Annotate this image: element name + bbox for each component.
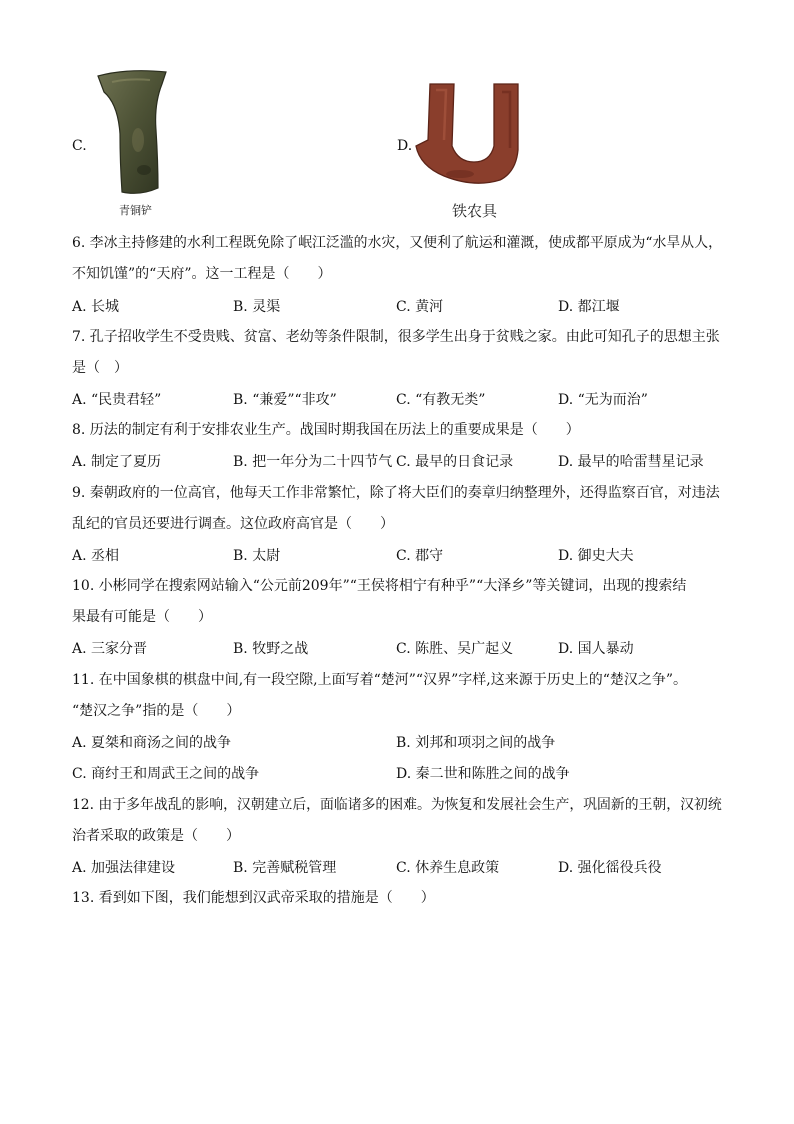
- question-11-option-a[interactable]: A. 夏桀和商汤之间的战争: [72, 735, 232, 751]
- question-7-option-a[interactable]: A. “民贵君轻”: [72, 392, 162, 408]
- question-8-line-1: 8. 历法的制定有利于安排农业生产。战国时期我国在历法上的重要成果是（ ）: [72, 422, 580, 438]
- option-d-label: D.: [397, 138, 413, 154]
- question-7-line-2: 是（ ）: [72, 360, 128, 376]
- question-10-option-d[interactable]: D. 国人暴动: [558, 641, 634, 657]
- question-9-option-d[interactable]: D. 御史大夫: [558, 548, 634, 564]
- question-9-line-2: 乱纪的官员还要进行调查。这位政府高官是（ ）: [72, 516, 394, 532]
- question-10-option-b[interactable]: B. 牧野之战: [233, 641, 309, 657]
- question-6-line-2: 不知饥馑”的“天府”。这一工程是（ ）: [72, 266, 332, 282]
- question-9-line-1: 9. 秦朝政府的一位高官，他每天工作非常繁忙，除了将大臣们的奏章归纳整理外，还得监察百官，对违法: [72, 485, 720, 501]
- question-10-option-c[interactable]: C. 陈胜、吴广起义: [396, 641, 514, 657]
- question-10-line-1: 10. 小彬同学在搜索网站输入“公元前209年”“王侯将相宁有种乎”“大泽乡”等关键词，出现的搜索结: [72, 578, 687, 594]
- option-c-caption: 青铜铲: [119, 204, 152, 217]
- question-7-option-b[interactable]: B. “兼爱”“非攻”: [233, 392, 337, 408]
- question-8-option-b[interactable]: B. 把一年分为二十四节气: [233, 454, 393, 470]
- question-12-option-d[interactable]: D. 强化徭役兵役: [558, 860, 662, 876]
- option-c-label: C.: [72, 138, 87, 154]
- question-8-option-c[interactable]: C. 最早的日食记录: [396, 454, 514, 470]
- question-7-option-c[interactable]: C. “有教无类”: [396, 392, 486, 408]
- question-7-option-d[interactable]: D. “无为而治”: [558, 392, 648, 408]
- question-12-option-a[interactable]: A. 加强法律建设: [72, 860, 176, 876]
- question-13-line-1: 13. 看到如下图，我们能想到汉武帝采取的措施是（ ）: [72, 890, 435, 906]
- iron-farm-tool-image: [414, 80, 532, 190]
- question-8-option-a[interactable]: A. 制定了夏历: [72, 454, 162, 470]
- question-10-line-2: 果最有可能是（ ）: [72, 609, 212, 625]
- question-9-option-c[interactable]: C. 郡守: [396, 548, 444, 564]
- question-12-line-2: 治者采取的政策是（ ）: [72, 828, 240, 844]
- question-8-option-d[interactable]: D. 最早的哈雷彗星记录: [558, 454, 704, 470]
- question-11-option-c[interactable]: C. 商纣王和周武王之间的战争: [72, 766, 260, 782]
- option-d-caption: 铁农具: [452, 202, 498, 220]
- question-6-option-b[interactable]: B. 灵渠: [233, 299, 281, 315]
- question-11-option-b[interactable]: B. 刘邦和项羽之间的战争: [396, 735, 556, 751]
- question-11-line-1: 11. 在中国象棋的棋盘中间,有一段空隙,上面写着“楚河”“汉界”字样,这来源于历史上的“楚汉之争”。: [72, 672, 688, 688]
- question-11-line-2: “楚汉之争”指的是（ ）: [72, 703, 241, 719]
- question-6-line-1: 6. 李冰主持修建的水利工程既免除了岷江泛滥的水灾，又便利了航运和灌溉，使成都平原成为“水旱从人，: [72, 235, 722, 251]
- question-9-option-a[interactable]: A. 丞相: [72, 548, 120, 564]
- question-6-option-c[interactable]: C. 黄河: [396, 299, 444, 315]
- question-6-option-a[interactable]: A. 长城: [72, 299, 120, 315]
- question-7-line-1: 7. 孔子招收学生不受贵贱、贫富、老幼等条件限制，很多学生出身于贫贱之家。由此可知孔子的思想主张: [72, 329, 720, 345]
- question-9-option-b[interactable]: B. 太尉: [233, 548, 281, 564]
- question-6-option-d[interactable]: D. 都江堰: [558, 299, 620, 315]
- bronze-shovel-image: [92, 70, 192, 200]
- question-10-option-a[interactable]: A. 三家分晋: [72, 641, 148, 657]
- question-11-option-d[interactable]: D. 秦二世和陈胜之间的战争: [396, 766, 570, 782]
- question-12-line-1: 12. 由于多年战乱的影响，汉朝建立后，面临诸多的困难。为恢复和发展社会生产，巩固新的王朝，汉初统: [72, 797, 722, 813]
- question-12-option-c[interactable]: C. 休养生息政策: [396, 860, 500, 876]
- question-12-option-b[interactable]: B. 完善赋税管理: [233, 860, 337, 876]
